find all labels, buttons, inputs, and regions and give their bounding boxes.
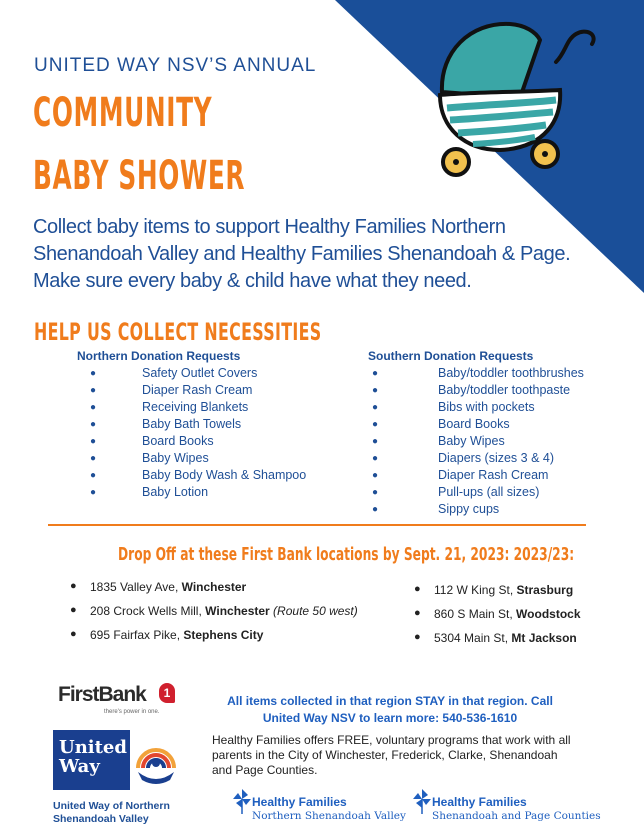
dropoff-heading: Drop Off at these First Bank locations by Sept. 21, 2023: 2023/23: [118, 544, 575, 565]
firstbank-tagline: there's power in one. [104, 709, 160, 715]
firstbank-badge-icon: 1 [159, 683, 175, 703]
uw-word-2: Way [59, 756, 100, 777]
united-way-logo [53, 730, 181, 790]
firstbank-logo [58, 683, 171, 715]
stay-notice: All items collected in that region STAY in that region. Call United Way NSV to learn more: 540-536-1610 [227, 694, 553, 725]
location-item: ● 860 S Main St, Woodstock [414, 607, 581, 621]
uw-word-1: United [59, 737, 127, 758]
locations-left-list [70, 580, 358, 652]
location-item: ● 208 Crock Wells Mill, Winchester (Route 50 west) [70, 604, 358, 618]
title-line-2: BABY SHOWER [33, 153, 246, 199]
event-eyebrow: UNITED WAY NSV’S ANNUAL [34, 55, 317, 76]
locations-right-list [414, 583, 581, 655]
united-way-hand-icon [130, 730, 181, 790]
offers-paragraph: Healthy Families offers FREE, voluntary programs that work with all parents in the City of Winchester, Frederick, Clarke, Shenandoah and Page Counties. [212, 733, 571, 777]
title-line-1: COMMUNITY [33, 90, 213, 136]
pinwheel-icon [232, 788, 252, 814]
location-item: ● 112 W King St, Strasburg [414, 583, 574, 597]
location-item: ● 5304 Main St, Mt Jackson [414, 631, 577, 645]
southern-heading: Southern Donation Requests [368, 349, 534, 363]
help-heading: HELP US COLLECT NECESSITIES [34, 318, 322, 346]
section-divider [48, 524, 586, 526]
firstbank-wordmark: FirstBank [58, 683, 146, 706]
northern-heading: Northern Donation Requests [77, 349, 241, 363]
intro-paragraph: Collect baby items to support Healthy Families Northern Shenandoah Valley and Healthy Families Shenandoah & Page. Make sure every baby & child have what they need. [33, 216, 571, 292]
united-way-name: United Way of Northern Shenandoah Valley [53, 800, 170, 825]
location-item: ● 695 Fairfax Pike, Stephens City [70, 628, 264, 642]
healthy-families-page-logo: Healthy Families Shenandoah and Page Counties [412, 786, 612, 826]
pinwheel-icon [412, 788, 432, 814]
location-item: ● 1835 Valley Ave, Winchester [70, 580, 247, 594]
healthy-families-nsv-logo: Healthy Families Northern Shenandoah Valley [232, 786, 412, 826]
